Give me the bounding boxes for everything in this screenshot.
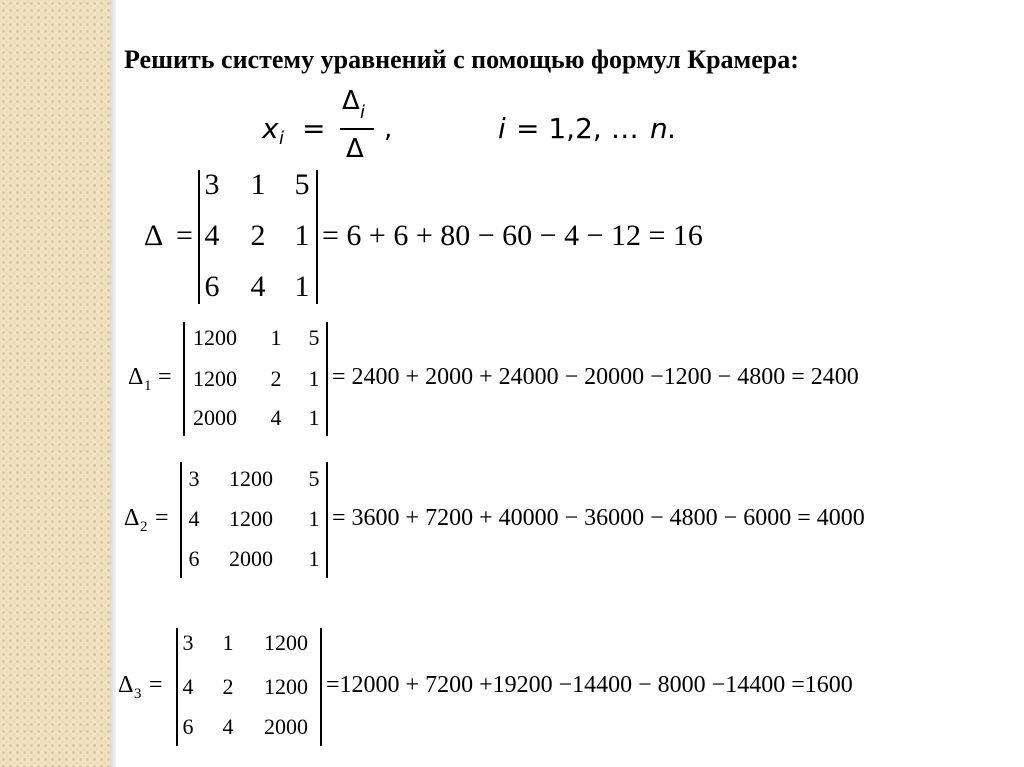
det-cell: 4 [182,674,194,699]
det-cell: 3 [182,630,194,655]
det-cell: 1 [250,168,266,201]
det-expansion: = 3600 + 7200 + 40000 − 36000 − 4800 − 6000 = 4000 [332,505,865,531]
det-cell: 6 [182,714,194,739]
det-expansion: = 6 + 6 + 80 − 60 − 4 − 12 = 16 [322,219,703,252]
det-label-sub: 1 [144,378,152,394]
det-cell: 1200 [264,674,308,699]
det-cell: 1200 [193,325,237,350]
det-equals: = [158,364,172,390]
formula-range-var: i [498,112,506,145]
det-cell: 1 [294,219,310,252]
det-cell: 4 [188,506,200,531]
formula-denominator: Δ [346,134,364,164]
formula-comma: , [384,114,393,144]
det-cell: 1 [308,506,320,531]
det-cell: 2000 [229,546,273,571]
formula-x-sub: i [279,128,285,149]
formula-range-text: = 1,2, … [516,112,639,145]
det-cell: 2 [250,219,266,252]
formula-x: x [262,112,279,145]
det-label-sub: 3 [134,686,142,702]
det-cell: 1 [308,546,320,571]
det-label: Δ [124,505,140,531]
det-cell: 6 [204,270,220,303]
slide-title: Решить систему уравнений с помощью формул Крамера: [124,45,799,74]
det-label: Δ [128,364,144,390]
det-cell: 2 [270,366,282,391]
formula-numerator-sub: i [360,102,366,123]
det-equals: = [176,219,193,252]
det-cell: 2 [222,674,234,699]
det-cell: 1 [294,270,310,303]
det-cell: 5 [308,325,320,350]
det-cell: 2000 [193,405,237,430]
det-cell: 1200 [264,630,308,655]
det-right-bar [320,628,322,746]
det-cell: 3 [204,168,220,201]
det-equals: = [149,672,163,698]
det-cell: 4 [204,219,220,252]
det-equals: = [155,505,169,531]
det-label-sub: 2 [140,519,148,535]
det-cell: 1 [308,405,320,430]
formula-equals: = [302,112,326,145]
det-cell: 2000 [264,714,308,739]
det-cell: 1200 [193,366,237,391]
det-cell: 3 [188,466,200,491]
det-cell: 1200 [229,506,273,531]
det-expansion: = 2400 + 2000 + 24000 − 20000 −1200 − 4800 = 2400 [332,364,859,390]
det-label: Δ [118,672,134,698]
det-label: Δ [144,219,164,252]
det-cell: 5 [308,466,320,491]
formula-range-end: . [667,112,676,145]
det-cell: 4 [270,405,282,430]
det-cell: 5 [294,168,310,201]
det-cell: 1 [222,630,234,655]
det-cell: 4 [250,270,266,303]
det-cell: 1 [270,325,282,350]
det-expansion: =12000 + 7200 +19200 −14400 − 8000 −14400 =1600 [326,672,853,698]
det-cell: 1 [308,366,320,391]
det-cell: 4 [222,714,234,739]
formula-numerator: Δ [342,86,360,116]
det-cell: 1200 [229,466,273,491]
formula-range-n: n [650,112,668,145]
det-cell: 6 [188,546,200,571]
